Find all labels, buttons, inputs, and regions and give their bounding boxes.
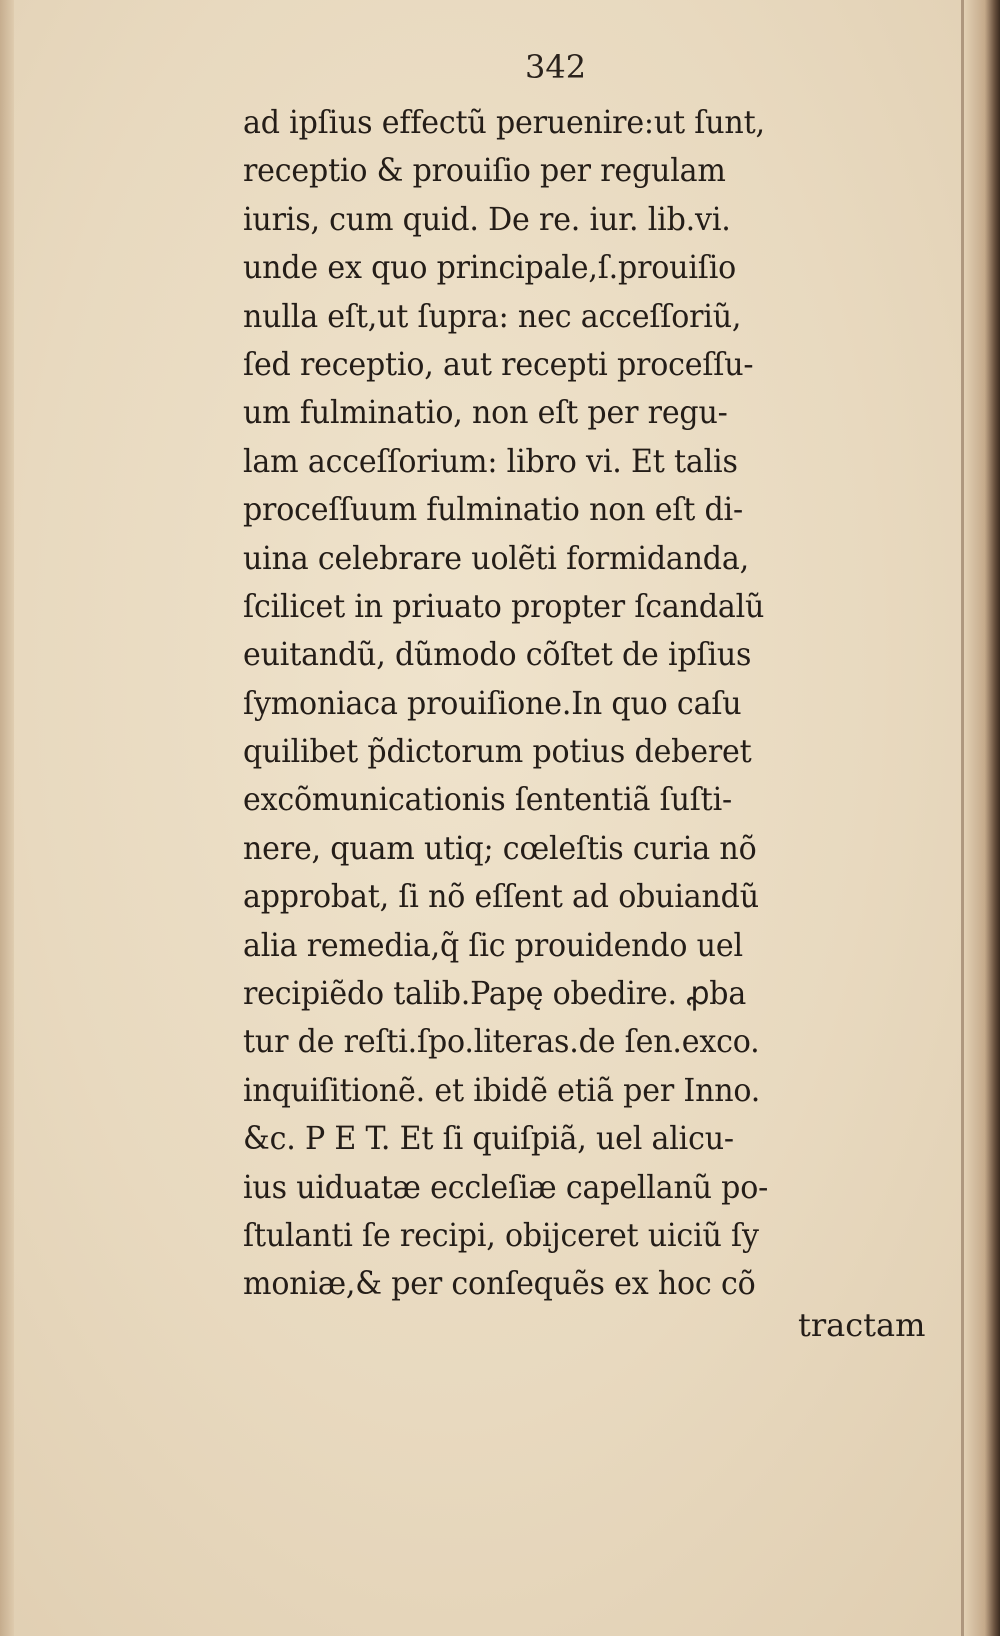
text-line: iuris, cum quid. De re. iur. lib.vi. [243,199,731,238]
text-line: ſymoniaca prouiſione.In quo caſu [243,683,742,722]
text-line: tur de reſti.ſpo.literas.de ſen.exco. [243,1022,760,1061]
page-number: 342 [525,48,587,86]
text-line: um fulminatio, non eſt per regu- [243,393,728,432]
page-edge-line [961,0,964,1636]
text-line: ſed receptio, aut recepti proceſſu- [243,344,754,383]
text-line: alia remedia,q̃ ſic prouidendo uel [243,925,743,964]
text-line: uina celebrare uolẽti formidanda, [243,538,749,577]
text-line: ſtulanti ſe recipi, obijceret uiciũ ſy [243,1215,759,1254]
text-line: inquiſitionẽ. et ibidẽ etiã per Inno. [243,1070,761,1109]
text-line: moniæ,& per conſequẽs ex hoc cõ [243,1264,756,1303]
text-line: ad ipſius effectũ peruenire:ut ſunt, [243,103,765,141]
text-line: ius uiduatæ eccleſiæ capellanũ po- [243,1167,769,1206]
text-line: approbat, ſi nõ eſſent ad obuiandũ [243,877,759,916]
text-line: euitandũ, dũmodo cõſtet de ipſius [243,635,752,674]
text-line: nere, quam utiq; cœleſtis curia nõ [243,828,757,867]
text-line: nulla eſt,ut ſupra: nec acceſſoriũ, [243,296,742,335]
body-text [243,98,903,1308]
text-line: proceſſuum fulminatio non eſt di- [243,490,743,529]
text-line: excõmunicationis ſententiã ſuſti- [243,780,732,819]
text-line: unde ex quo principale,ſ.prouiſio [243,248,737,287]
text-line: lam acceſſorium: libro vi. Et talis [243,441,738,480]
page-binding-edge [962,0,1000,1636]
text-line: quilibet p̃dictorum potius deberet [243,732,752,771]
text-line: receptio & prouiſio per regulam [243,151,726,190]
page-left-margin-shadow [0,0,14,1636]
text-line: ſcilicet in priuato propter ſcandalũ [243,586,765,625]
text-line: &c. P E T. Et ſi quiſpiã, uel alicu- [243,1119,734,1158]
catchword: tractam [798,1306,926,1344]
text-line: recipiẽdo talib.Papę obedire. ꝓba [243,974,747,1013]
